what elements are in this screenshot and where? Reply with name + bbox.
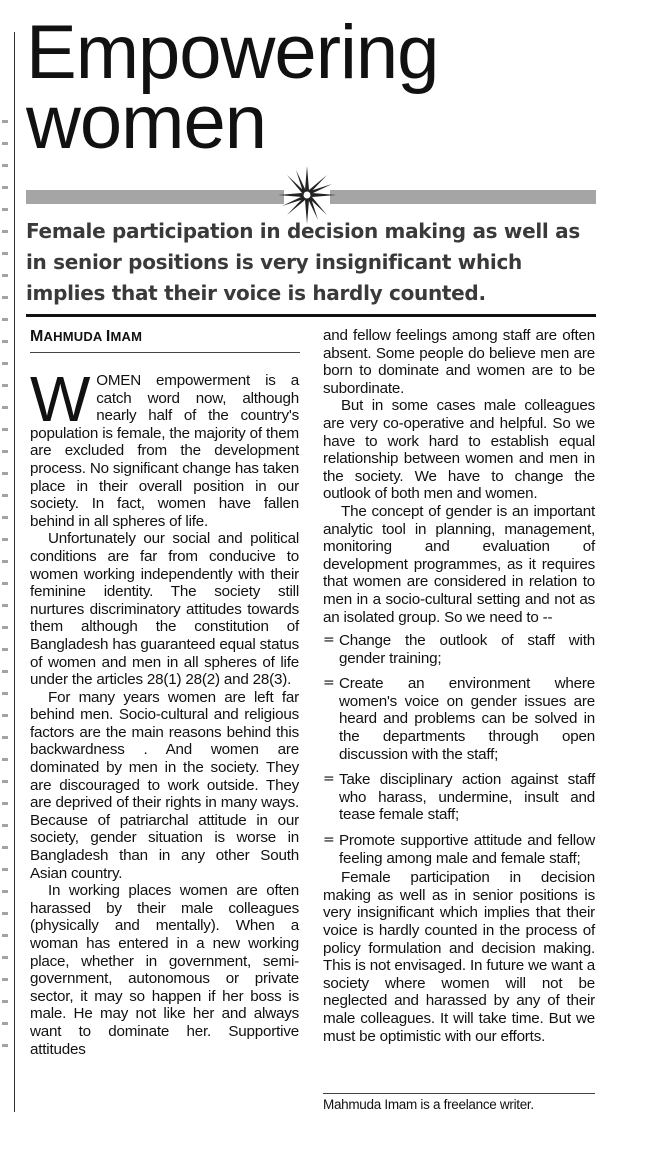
list-item-text: Promote supportive attitude and fellow feeling among male and female staff;	[339, 832, 595, 867]
headline-line-1: Empowering	[26, 10, 439, 95]
deck-summary: Female participation in decision making as well as in senior positions is very insignificant which implies that their voice is hardly counted.	[26, 219, 580, 305]
closing-paragraph: Female participation in decision making as well as in senior positions is very insignificant which implies that their voice is hardly counted in the process of policy formulation and decision making. This is not envisaged. In future we want a society where women will not be neglected and harassed by any of their male colleagues. It will take time. But we must be optimistic with our efforts.	[323, 869, 595, 1045]
deck-rule	[26, 314, 596, 317]
equals-bullet-icon: =	[323, 771, 335, 788]
byline-initial-2: I	[105, 328, 111, 345]
headline-line-2: women	[26, 80, 266, 165]
byline-rule	[30, 352, 300, 353]
footnote-rule	[323, 1093, 595, 1094]
list-item	[323, 632, 595, 667]
article-column-2	[323, 327, 595, 1045]
headline	[26, 10, 439, 165]
paragraph: Unfortunately our social and political conditions are far from conducive to women working independently with their feminine identity. The society still nurtures discriminatory attitudes towards them although the constitution of Bangladesh has guaranteed equal status of women and men in all spheres of life under the articles 28(1) 28(2) and 28(3).	[30, 530, 299, 689]
byline-rest-1: AHMUDA	[43, 329, 106, 344]
paragraph: In working places women are often harassed by their male colleagues (physically and mentally). When a woman has entered in a new working place, whether in government, semi-government, autonomous or private sector, it may so happen if her boss is male. He may not like her and always want to dominate her. Supportive attitudes	[30, 882, 299, 1058]
author-footnote: Mahmuda Imam is a freelance writer.	[323, 1097, 534, 1112]
equals-bullet-icon: =	[323, 832, 335, 849]
list-item-text: Change the outlook of staff with gender training;	[339, 632, 595, 667]
paragraph: The concept of gender is an important analytic tool in planning, management, monitoring and evaluation of development programmes, as it requires that women are considered in relation to men in a socio-cultural setting and not as an isolated group. So we need to --	[323, 502, 595, 626]
drop-cap: W	[30, 363, 91, 435]
equals-bullet-icon: =	[323, 675, 335, 692]
lead-paragraph	[30, 363, 299, 530]
paragraph: For many years women are left far behind men. Socio-cultural and religious factors are the main reasons behind this backwardness . And women are dominated by men in the society. They are discouraged to work outside. They are deprived of their rights in many ways. Because of patriarchal attitude in our society, gender situation is worse in Bangladesh than in any other South Asian country.	[30, 688, 299, 882]
list-item-text: Create an environment where women's voice on gender issues are heard and problems can be solved in the departments through open discussion with the staff;	[339, 675, 595, 763]
byline	[30, 328, 142, 346]
byline-rest-2: MAM	[110, 329, 143, 344]
column-divider-rule	[14, 32, 15, 1112]
lead-text: OMEN empowerment is a catch word now, although nearly half of the country's population is female, the majority of them are excluded from the development process. No significant change has taken place in their overall position in our society. In fact, women have fallen behind in all spheres of life.	[30, 372, 299, 530]
list-item-text: Take disciplinary action against staff who harass, undermine, insult and tease female staff;	[339, 771, 595, 824]
paragraph: But in some cases male colleagues are very co-operative and helpful. So we have to work hard to establish equal relationship between women and men in the society. We have to change the outlook of both men and women.	[323, 397, 595, 503]
list-item	[323, 832, 595, 867]
equals-bullet-icon: =	[323, 632, 335, 649]
continued-paragraph: and fellow feelings among staff are often absent. Some people do believe men are born to dominate and women are to be subordinate.	[323, 327, 595, 397]
article-column-1	[30, 363, 299, 1058]
list-item	[323, 771, 595, 824]
byline-initial-1: M	[30, 328, 44, 345]
list-item	[323, 675, 595, 763]
page-edge-marks	[2, 120, 8, 1060]
